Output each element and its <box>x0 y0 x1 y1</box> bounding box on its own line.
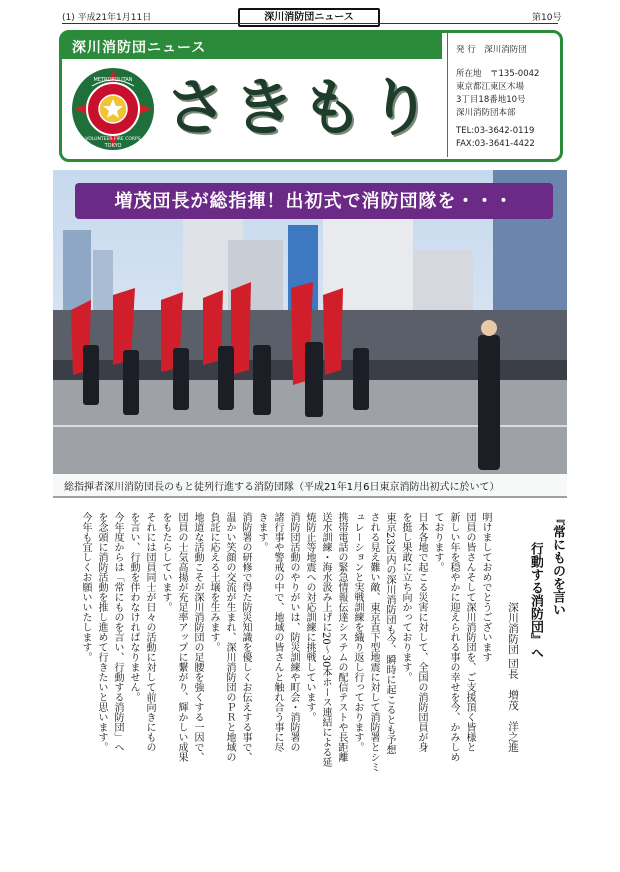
article-line: きます。 <box>256 512 267 552</box>
logo-text-bottom: VOLUNTEER FIRE CORPS <box>85 137 141 142</box>
divider <box>62 23 558 24</box>
article-line: を念頭に消防活動を推し進めて行きたいと思います。 <box>96 512 107 752</box>
address-postal: 所在地 〒135-0042 <box>456 69 540 79</box>
article-line: をもたらしています。 <box>160 512 171 612</box>
publisher-name: 発 行 深川消防団 <box>456 45 527 55</box>
publisher-info <box>447 33 557 157</box>
address-line-3: 深川消防団本部 <box>456 108 516 118</box>
article-title-line: 『常にものを言い <box>550 512 565 616</box>
greeting-article <box>62 512 567 782</box>
article-line: 諸行事や警戒の中で、地域の皆さんと触れ合う事に尽 <box>272 512 283 752</box>
article-title-line: 行動する消防団』へ <box>528 542 543 659</box>
article-line: ュレーションと実戦訓練を織り返し行っております。 <box>352 512 363 752</box>
photo-caption: 総指揮者深川消防団長のもと徒列行進する消防団隊（平成21年1月6日東京消防出初式に於いて） <box>64 482 500 493</box>
article-line: 団員の皆さんそして深川消防団を、ご支援頂く皆様と <box>464 512 475 752</box>
parade-photo <box>53 170 567 498</box>
telephone: TEL:03-3642-0119 <box>456 126 535 136</box>
issue-date: (1) 平成21年1月11日 <box>62 13 152 23</box>
masthead-tag: 深川消防団ニュース <box>238 8 380 27</box>
article-line: 携帯電話の緊急情報伝達システムの配信テストや長距離 <box>336 512 347 762</box>
article-line: 明けましておめでとうございます <box>480 512 491 662</box>
article-line: 温かい笑顔の交流が生まれ、深川消防団のＰＲと地域の <box>224 512 235 762</box>
article-line: 今年も宜しくお願いいたします。 <box>80 512 91 662</box>
article-author: 深川消防団 団長 増茂 洋之進 <box>507 602 519 753</box>
article-line: を挺し果敢に立ち向かっております。 <box>400 512 411 682</box>
logo-text-city: TOKYO <box>104 143 122 149</box>
fire-corps-logo-icon <box>70 66 156 152</box>
article-line: ております。 <box>432 512 443 572</box>
newsletter-name: 深川消防団ニュース <box>72 40 207 56</box>
newsletter-title: さきもり <box>165 71 438 144</box>
article-line: 送水訓練・海水汲み上げに20〜30本ホース連結による延 <box>320 512 331 768</box>
article-line: 焼防止等地震への対応訓練に挑戦しています。 <box>304 512 315 722</box>
article-line: 今年度からは「常にものを言い、行動する消防団」へ <box>112 512 123 752</box>
article-line: 消防署の研修で得た防災知識を優しくお伝えする事で、 <box>240 512 251 762</box>
article-line: 負託に応える土壌を生みます。 <box>208 512 219 652</box>
article-line: それには団員同士が日々の活動に対して前向きにもの <box>144 512 155 752</box>
article-line: される見え難い敵、東京直下型地震に対して消防署とシミ <box>368 512 379 772</box>
article-line: 新しい年を穏やかに迎えられる事の幸せを今、かみしめ <box>448 512 459 762</box>
address-line-2: 3丁目18番地10号 <box>456 95 526 105</box>
logo-text-top: METROPOLITAN <box>93 77 133 83</box>
issue-number: 第10号 <box>532 13 562 23</box>
article-line: 東京23区内の深川消防団も今、瞬時に起こるとも予想 <box>384 512 395 755</box>
headline: 増茂団長が総指揮！出初式で消防団隊を・・・ <box>114 191 514 212</box>
article-line: 日本各地で起こる災害に対して、全国の消防団員が身 <box>416 512 427 752</box>
article-line: 地道な活動こそが深川消防団の足腰を強くする一因で、 <box>192 512 203 762</box>
address-line-1: 東京都江東区木場 <box>456 82 525 92</box>
article-line: を言い、行動を伴わなければなりません。 <box>128 512 139 702</box>
article-line: 団員の士気高揚が充足率アップに繋がり、輝かしい成果 <box>176 512 187 762</box>
article-line: 消防団活動のやりがいは、防災訓練や町会・消防署の <box>288 512 299 752</box>
fax: FAX:03-3641-4422 <box>456 139 535 149</box>
